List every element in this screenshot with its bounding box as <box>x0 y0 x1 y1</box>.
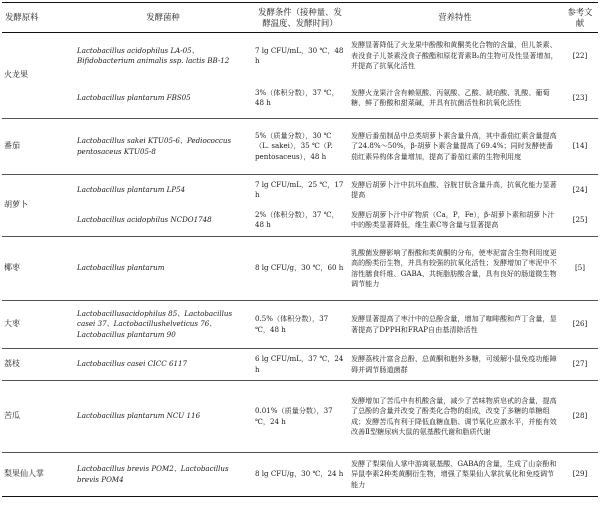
header-ref: 参考文献 <box>567 6 593 28</box>
material-cell: 胡萝卜 <box>2 175 74 237</box>
table-row <box>2 381 598 453</box>
condition-cell: 3%（体积分数），37 ℃，48 h <box>255 88 339 108</box>
property-cell: 发酵增加了苦瓜中有机酸含量，减少了苦味物质皂甙的含量，提高了总酚的含量并改变了酚类化合物的组成，改变了多糖的单糖组成；发酵苦瓜有利于降低血糖血脂、调节氧化应激水平，并能有效改善Ⅱ型糖尿病大鼠的氨基酸代谢和脂质代谢 <box>348 381 562 453</box>
strain-cell: Lactobacillus sakei KTU05-6、Pediococcus pentosaceus KTU05-8 <box>74 119 252 175</box>
material-cell: 大枣 <box>2 301 74 349</box>
strain-cell: Lactobacillus acidophilus LA-05、Bifidobacterium animalis ssp. lactis BB-12 <box>77 45 230 65</box>
condition-cell: 7 lg CFU/mL，25 ℃，17 h <box>252 175 348 205</box>
ref-cell: [29] <box>562 453 598 497</box>
condition-cell: 6 lg CFU/mL，37 ℃，24 h <box>252 349 348 381</box>
strain-cell: Lactobacillus plantarum <box>74 237 252 301</box>
header-property: 营养特性 <box>438 12 472 22</box>
property-cell: 发酵后胡萝卜汁中抗坏血酸、谷胱甘肽含量升高，抗氧化能力显著提高 <box>348 175 562 205</box>
condition-cell: 5%（质量分数），30 ℃（L. sakei），35 ℃（P. pentosaceus），48 h <box>252 119 348 175</box>
material-cell: 梨果仙人掌 <box>2 453 74 497</box>
table-row <box>2 349 598 381</box>
condition-cell: 0.5%（体积分数），37 ℃，48 h <box>252 301 348 349</box>
ref-cell: [25] <box>572 215 588 225</box>
material-cell: 荔枝 <box>2 349 74 381</box>
strain-cell: Lactobacillus plantarum FBS05 <box>77 93 191 103</box>
ref-cell: [28] <box>562 381 598 453</box>
table-row <box>2 301 598 349</box>
ref-cell: [5] <box>562 237 598 301</box>
material-cell: 火龙果 <box>4 70 28 80</box>
ref-cell: [14] <box>562 119 598 175</box>
strain-cell: Lactobacillusacidophilus 85、Lactobacillus casei 37、Lactobacillushelveticus 76、Lactobacillus plantarum 90 <box>74 301 252 349</box>
ref-cell: [24] <box>562 175 598 205</box>
table-row <box>2 79 598 119</box>
property-cell: 发酵荔枝汁富含总酚、总黄酮和胞外多糖，可缓解小鼠免疫功能障碍并调节肠道菌群 <box>348 349 562 381</box>
condition-cell: 0.01%（质量分数），37 ℃，24 h <box>252 381 348 453</box>
header-strain: 发酵菌种 <box>146 12 180 22</box>
material-cell: 苦瓜 <box>2 381 74 453</box>
condition-cell: 2%（体积分数），37 ℃，48 h <box>255 210 339 230</box>
strain-cell: Lactobacillus acidophilus NCDO1748 <box>77 215 212 225</box>
property-cell: 发酵了梨果仙人掌中游离氨基酸、GABA的含量，生成了山奈酚和异鼠李素2种类黄酮衍生物，增强了梨果仙人掌抗氧化和免疫调节能力 <box>348 453 562 497</box>
property-cell: 发酵后胡萝卜汁中矿物质（Ca，P，Fe），β-胡萝卜素和胡萝卜汁中的酚类显著降低，维生素C等含量与显著提高 <box>351 210 555 230</box>
property-cell: 发酵后番茄制品中总类胡萝卜素含量升高，其中番茄红素含量提高了24.8%～50%，β-胡萝卜素含量提高了69.4%；同时发酵使番茄红素异构体含量增加，提高了番茄红素的生物利用度 <box>348 119 562 175</box>
strain-cell: Lactobacillus casei CICC 6117 <box>74 349 252 381</box>
table-row <box>2 453 598 497</box>
material-cell: 番茄 <box>2 119 74 175</box>
property-cell: 发酵显著降低了火龙果中酚酸和黄酮类化合物的含量，但儿茶素、表没食子儿茶素没食子酸酯和原花青素B₂的生物可及性显著增加，并提高了抗氧化活性 <box>351 40 558 70</box>
ref-cell: [23] <box>572 93 588 103</box>
ref-cell: [22] <box>572 50 588 60</box>
table-row <box>2 175 598 205</box>
condition-cell: 8 lg CFU/g，30 ℃，24 h <box>252 453 348 497</box>
condition-cell: 7 lg CFU/mL，30 ℃，48 h <box>255 45 344 65</box>
ref-cell: [27] <box>562 349 598 381</box>
property-cell: 发酵火龙果汁含有赖氨酸、丙氨酸、乙酸、琥珀酸、乳酸、葡萄糖，鲜了酚酸和甜菜碱，并具有抗菌活性和抗氧化活性 <box>351 88 550 108</box>
property-cell: 乳酸菌发酵影响了酚酸和类黄酮的分布，使枣泥富含生物利用度更高的酚类衍生物，并具有较强的抗氧化活性；发酵增加了枣泥中不溶性膳食纤维、GABA、共轭脂肪酸含量，具有良好的肠道微生物调节能力 <box>348 237 562 301</box>
strain-cell: Lactobacillus plantarum NCU 116 <box>74 381 252 453</box>
ref-cell: [26] <box>562 301 598 349</box>
condition-cell: 8 lg CFU/g，30 ℃，60 h <box>252 237 348 301</box>
table-row <box>2 205 598 237</box>
table-header <box>2 3 598 33</box>
table-row <box>2 33 598 79</box>
material-cell: 椰枣 <box>2 237 74 301</box>
table-row <box>2 237 598 301</box>
fermentation-table <box>2 2 598 497</box>
header-material: 发酵原料 <box>5 12 39 22</box>
header-condition: 发酵条件（接种量、发酵温度、发酵时间） <box>258 6 342 28</box>
property-cell: 发酵显著提高了枣汁中的总酚含量，增加了咖啡酸和芦丁含量，显著提高了DPPH和FRAP自由基清除活性 <box>348 301 562 349</box>
strain-cell: Lactobacillus plantarum LP54 <box>74 175 252 205</box>
table-row <box>2 119 598 175</box>
strain-cell: Lactobacillus brevis POM2、Lactobacillus brevis POM4 <box>74 453 252 497</box>
